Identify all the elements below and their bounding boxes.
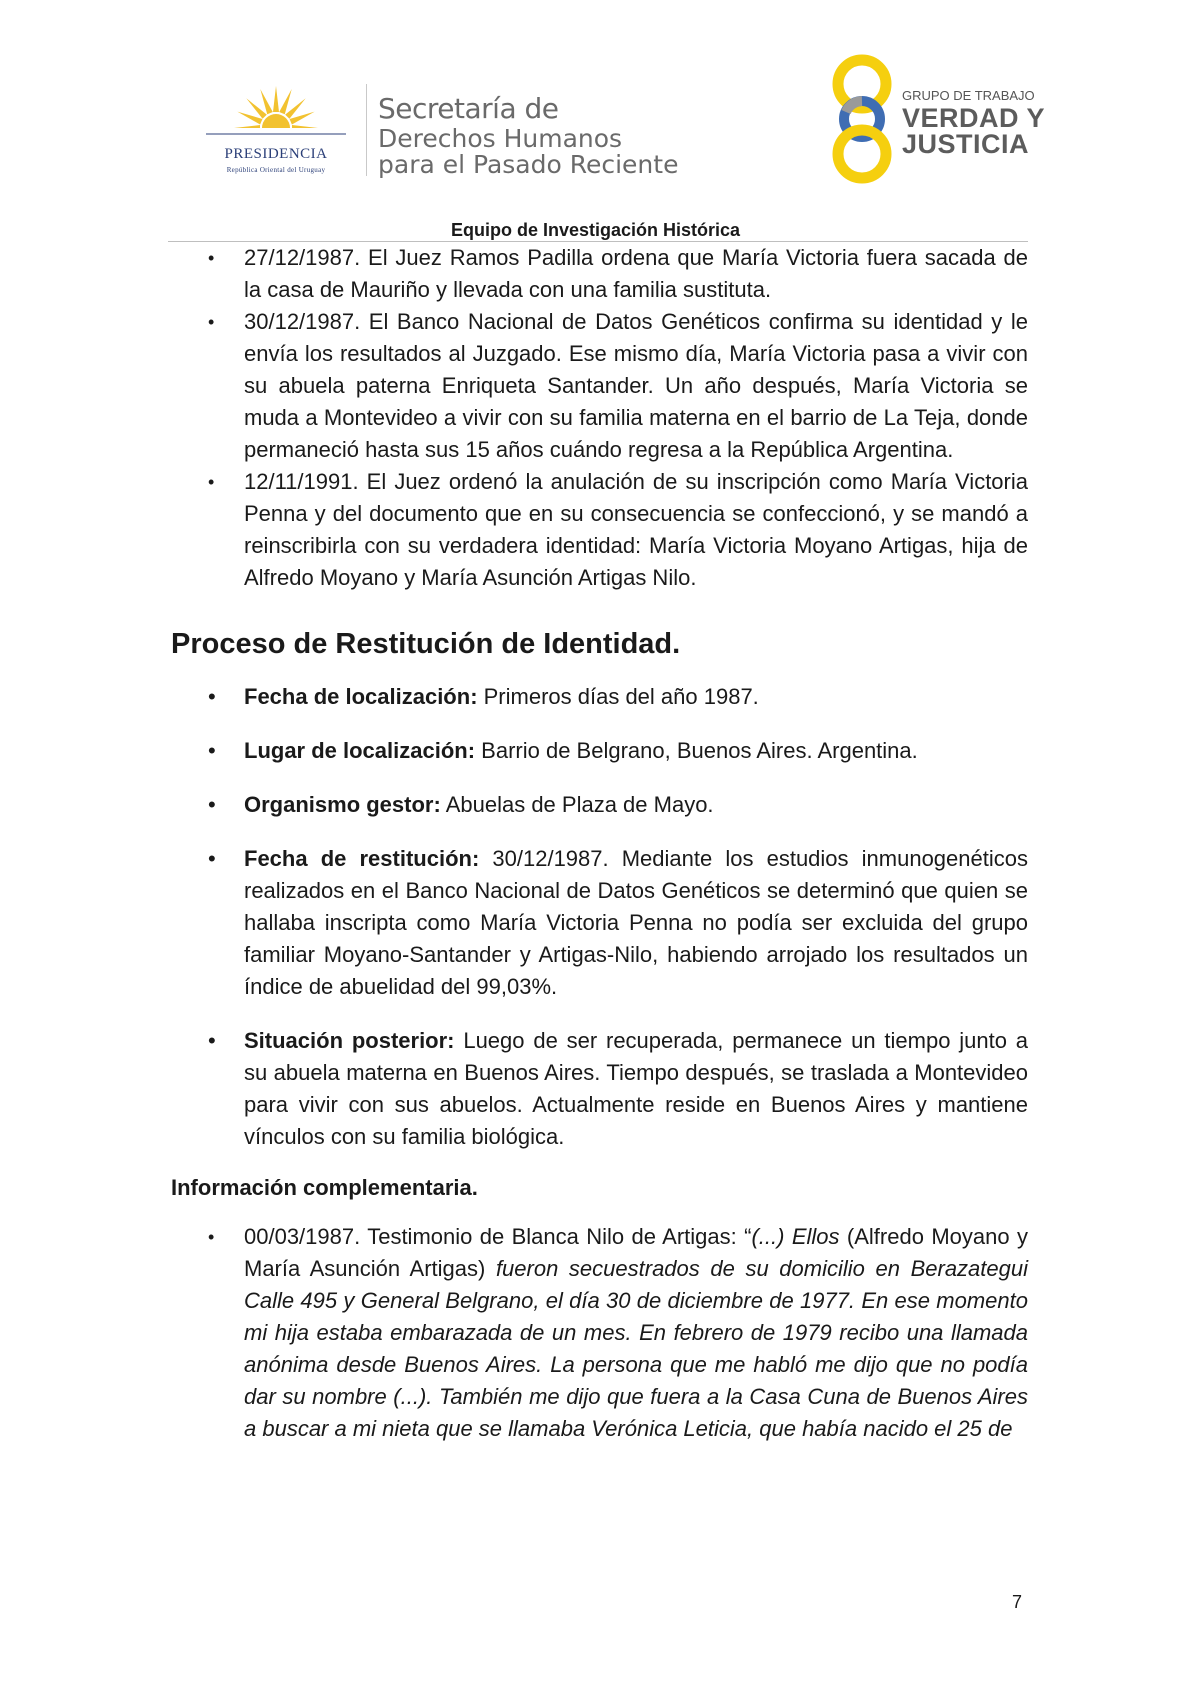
timeline-text: 12/11/1991. El Juez ordenó la anulación de su inscripción como María Victoria Penna y del documento que en su consecuencia se confeccionó, y se mandó a reinscribirla con su verdadera identidad: María Victoria Moyano Artigas, hija de Alfredo Moyano y María Asunción Artigas Nilo.: [244, 469, 1028, 590]
restitution-list: [172, 681, 1028, 1153]
presidencia-name: PRESIDENCIA: [224, 146, 328, 162]
item-text: Barrio de Belgrano, Buenos Aires. Argentina.: [475, 738, 918, 763]
bullet-icon: •: [208, 1227, 215, 1247]
secretaria-line-2: Derechos Humanos: [378, 124, 623, 153]
bullet-icon: •: [208, 248, 215, 268]
timeline-item: [172, 466, 1028, 594]
item-text: Luego de ser recuperada, permanece un tiempo junto a su abuela materna en Buenos Aires. Tiempo después, se traslada a Montevideo para vivir con sus abuelos. Actualmente reside en Buenos Aires y mantiene vínculos con su familia biológica.: [244, 1028, 1029, 1149]
gvj-line-2: JUSTICIA: [902, 129, 1030, 159]
restitution-item: [172, 681, 1028, 713]
restitution-item: [172, 735, 1028, 767]
header-divider: [366, 84, 367, 176]
section-title: Proceso de Restitución de Identidad.: [171, 628, 681, 660]
complementary-item: [172, 1221, 1028, 1445]
item-label: Situación posterior:: [244, 1028, 455, 1053]
bullet-icon: •: [208, 312, 215, 332]
page-number: 7: [1012, 1592, 1023, 1612]
bullet-icon: •: [208, 846, 216, 871]
timeline-text: 27/12/1987. El Juez Ramos Padilla ordena que María Victoria fuera sacada de la casa de Mauriño y llevada con una familia sustituta.: [244, 245, 1028, 302]
item-label: Fecha de localización:: [244, 684, 478, 709]
entry-normal-a: (Alfredo Moyano y María Asunción Artigas): [244, 1224, 1028, 1281]
bullet-icon: •: [208, 684, 216, 709]
bullet-icon: •: [208, 792, 216, 817]
timeline-item: [172, 242, 1028, 306]
bullet-icon: •: [208, 738, 216, 763]
secretaria-line-1: Secretaría de: [378, 92, 559, 125]
presidencia-subtitle: República Oriental del Uruguay: [226, 166, 326, 174]
bullet-icon: •: [208, 1028, 216, 1053]
complementary-list: [172, 1221, 1028, 1445]
item-text: Abuelas de Plaza de Mayo.: [440, 792, 714, 817]
secretaria-line-3: para el Pasado Reciente: [378, 150, 679, 179]
timeline-list: [172, 242, 1028, 594]
restitution-item: [172, 843, 1028, 1003]
gvj-small-label: GRUPO DE TRABAJO: [902, 88, 1035, 103]
entry-quote-b: fueron secuestrados de su domicilio en Berazategui Calle 495 y General Belgrano, el día 30 de diciembre de 1977. En ese momento mi hija estaba embarazada de un mes. En febrero de 1979 recibo una llamada anónima desde Buenos Aires. La persona que me habló me dijo que no podía dar su nombre (...). También me dijo que fuera a la Casa Cuna de Buenos Aires a buscar a mi nieta que se llamaba Verónica Leticia, que había nacido el 25 de: [244, 1256, 1028, 1441]
document-body: [172, 242, 1028, 1445]
timeline-item: [172, 306, 1028, 466]
restitution-item: [172, 789, 1028, 821]
bullet-icon: •: [208, 472, 215, 492]
team-title: Equipo de Investigación Histórica: [450, 220, 741, 240]
presidencia-sun-logo: [196, 78, 356, 178]
item-text: Primeros días del año 1987.: [477, 684, 759, 709]
complementary-title: Información complementaria.: [171, 1175, 478, 1200]
item-text: 30/12/1987. Mediante los estudios inmunogenéticos realizados en el Banco Nacional de Datos Genéticos se determinó que quien se hallaba inscripta como María Victoria Penna no podía ser excluida del grupo familiar Moyano-Santander y Artigas-Nilo, habiendo arrojado los resultados un índice de abuelidad del 99,03%.: [244, 846, 1028, 999]
verdad-justicia-rings-logo: [820, 54, 910, 184]
page-header: [0, 0, 1191, 240]
entry-quote-a: (...) Ellos: [751, 1224, 840, 1249]
restitution-item: [172, 1025, 1028, 1153]
entry-intro: 00/03/1987. Testimonio de Blanca Nilo de Artigas: “: [244, 1224, 752, 1249]
item-label: Organismo gestor:: [244, 792, 441, 817]
item-label: Lugar de localización:: [244, 738, 476, 763]
timeline-text: 30/12/1987. El Banco Nacional de Datos Genéticos confirma su identidad y le envía los resultados al Juzgado. Ese mismo día, María Victoria pasa a vivir con su abuela paterna Enriqueta Santander. Un año después, María Victoria se muda a Montevideo a vivir con su familia materna en el barrio de La Teja, donde permaneció hasta sus 15 años cuándo regresa a la República Argentina.: [244, 309, 1028, 462]
gvj-line-1: VERDAD Y: [902, 103, 1046, 133]
item-label: Fecha de restitución:: [244, 846, 480, 871]
